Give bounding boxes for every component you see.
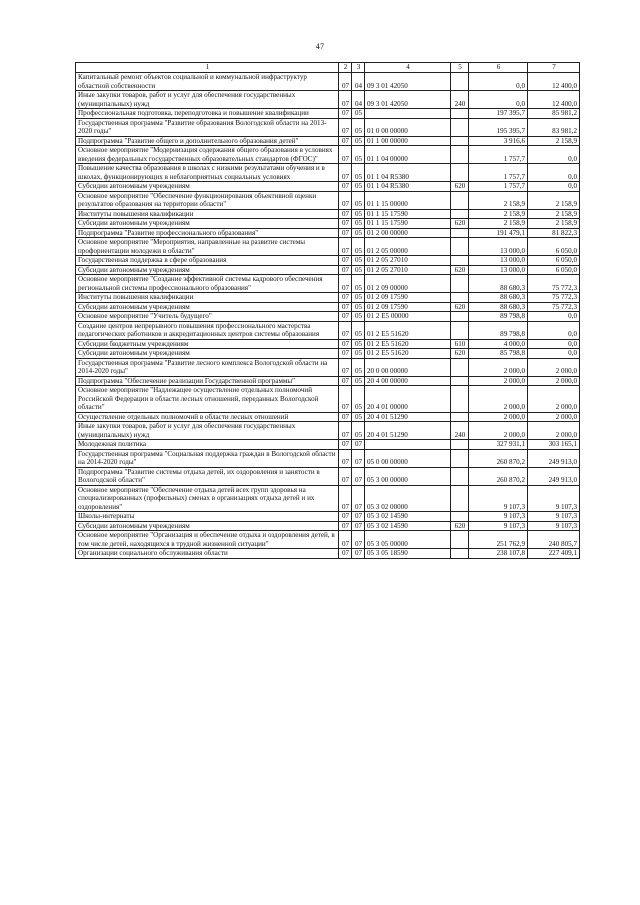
row-amount-1: 1 757,7 (469, 182, 528, 192)
table-row (76, 440, 580, 450)
table-row (76, 376, 580, 386)
table-row (76, 449, 580, 467)
row-expense-type (451, 449, 469, 467)
row-amount-2: 249 913,0 (528, 449, 580, 467)
row-section: 07 (339, 228, 352, 238)
row-target-code: 01 2 05 27010 (365, 265, 451, 275)
row-expense-type (451, 531, 469, 549)
table-row (76, 339, 580, 349)
row-amount-2: 0,0 (528, 339, 580, 349)
row-target-code: 20 4 01 51290 (365, 412, 451, 422)
row-section: 07 (339, 312, 352, 322)
row-amount-2: 0,0 (528, 164, 580, 182)
row-target-code: 05 3 05 18590 (365, 549, 451, 559)
table-row (76, 512, 580, 522)
table-row (76, 302, 580, 312)
row-amount-2: 2 158,9 (528, 191, 580, 209)
row-expense-type (451, 256, 469, 266)
row-expense-type (451, 549, 469, 559)
row-subsection: 07 (352, 485, 365, 512)
row-section: 07 (339, 256, 352, 266)
row-name: Основное мероприятие "Обеспечение функционирования объективной оценки результатов образования на территории области" (76, 191, 339, 209)
row-name: Подпрограмма "Развитие общего и дополнительного образования детей" (76, 136, 339, 146)
row-subsection: 04 (352, 91, 365, 109)
row-subsection: 07 (352, 512, 365, 522)
row-section: 07 (339, 302, 352, 312)
row-amount-2: 12 400,0 (528, 73, 580, 91)
table-row (76, 386, 580, 413)
header-cell: 2 (339, 63, 352, 73)
row-amount-1: 89 798,8 (469, 321, 528, 339)
row-name: Институты повышения квалификации (76, 209, 339, 219)
row-expense-type (451, 312, 469, 322)
row-section: 07 (339, 467, 352, 485)
table-row (76, 182, 580, 192)
row-subsection: 05 (352, 376, 365, 386)
row-expense-type: 620 (451, 182, 469, 192)
row-name: Субсидии автономным учреждениям (76, 219, 339, 229)
row-section: 07 (339, 182, 352, 192)
table-row (76, 118, 580, 136)
row-amount-1: 2 000,0 (469, 358, 528, 376)
row-expense-type: 620 (451, 302, 469, 312)
row-subsection: 07 (352, 449, 365, 467)
row-name: Субсидии автономным учреждениям (76, 521, 339, 531)
table-body (76, 73, 580, 559)
row-amount-1: 13 000,0 (469, 256, 528, 266)
row-section: 07 (339, 265, 352, 275)
row-name: Иные закупки товаров, работ и услуг для обеспечения государственных (муниципальных) нужд (76, 422, 339, 440)
row-subsection: 07 (352, 521, 365, 531)
row-section: 07 (339, 440, 352, 450)
row-target-code: 01 2 00 00000 (365, 228, 451, 238)
row-subsection: 05 (352, 164, 365, 182)
row-section: 07 (339, 549, 352, 559)
header-cell: 6 (469, 63, 528, 73)
row-amount-2: 0,0 (528, 312, 580, 322)
row-subsection: 05 (352, 302, 365, 312)
row-target-code: 09 3 01 42050 (365, 73, 451, 91)
row-expense-type (451, 358, 469, 376)
row-section: 07 (339, 422, 352, 440)
row-target-code: 01 0 00 00000 (365, 118, 451, 136)
row-subsection: 05 (352, 118, 365, 136)
row-section: 07 (339, 109, 352, 119)
row-name: Субсидии автономным учреждениям (76, 182, 339, 192)
table-row (76, 549, 580, 559)
table-row (76, 521, 580, 531)
table-row (76, 312, 580, 322)
header-cell: 4 (365, 63, 451, 73)
row-expense-type (451, 118, 469, 136)
row-name: Организации социального обслуживания области (76, 549, 339, 559)
row-name: Подпрограмма "Развитие профессионального образования" (76, 228, 339, 238)
row-name: Создание центров непрерывного повышения профессионального мастерства педагогических работников и аккредитационных центров системы образования (76, 321, 339, 339)
row-expense-type (451, 228, 469, 238)
row-expense-type (451, 136, 469, 146)
row-target-code: 01 1 00 00000 (365, 136, 451, 146)
row-amount-2: 303 165,1 (528, 440, 580, 450)
row-amount-2: 81 822,3 (528, 228, 580, 238)
row-amount-1: 2 000,0 (469, 386, 528, 413)
row-amount-1: 260 870,2 (469, 449, 528, 467)
row-name: Основное мероприятие "Модернизация содержания общего образования в условиях введения федеральных государственных образовательных стандартов (ФГОС)" (76, 146, 339, 164)
table-row (76, 191, 580, 209)
row-amount-1: 13 000,0 (469, 238, 528, 256)
header-row (76, 63, 580, 73)
row-amount-1: 4 000,0 (469, 339, 528, 349)
row-section: 07 (339, 293, 352, 303)
header-cell: 7 (528, 63, 580, 73)
row-subsection: 05 (352, 312, 365, 322)
row-subsection: 05 (352, 358, 365, 376)
row-subsection: 05 (352, 339, 365, 349)
row-amount-1: 2 000,0 (469, 422, 528, 440)
row-subsection: 05 (352, 146, 365, 164)
row-subsection: 05 (352, 228, 365, 238)
row-subsection: 05 (352, 265, 365, 275)
row-name: Основное мероприятие "Учитель будущего" (76, 312, 339, 322)
table-row (76, 293, 580, 303)
row-subsection: 05 (352, 321, 365, 339)
row-subsection: 04 (352, 73, 365, 91)
row-name: Основное мероприятие "Мероприятия, направленные на развитие системы профориентации молодежи в области" (76, 238, 339, 256)
row-amount-1: 88 680,3 (469, 293, 528, 303)
row-target-code: 01 2 05 27010 (365, 256, 451, 266)
row-subsection: 05 (352, 293, 365, 303)
row-subsection: 07 (352, 467, 365, 485)
row-amount-2: 2 000,0 (528, 386, 580, 413)
row-target-code: 05 3 02 14590 (365, 521, 451, 531)
row-name: Субсидии бюджетным учреждениям (76, 339, 339, 349)
row-amount-1: 260 870,2 (469, 467, 528, 485)
row-name: Молодежная политика (76, 440, 339, 450)
row-amount-2: 227 409,1 (528, 549, 580, 559)
row-expense-type (451, 73, 469, 91)
row-amount-2: 9 107,3 (528, 485, 580, 512)
row-amount-1: 195 395,7 (469, 118, 528, 136)
row-amount-2: 2 000,0 (528, 358, 580, 376)
row-section: 07 (339, 238, 352, 256)
row-amount-1: 191 479,1 (469, 228, 528, 238)
row-name: Подпрограмма "Развитие системы отдыха детей, их оздоровления и занятости в Вологодской области" (76, 467, 339, 485)
row-section: 07 (339, 386, 352, 413)
row-subsection: 05 (352, 219, 365, 229)
row-section: 07 (339, 412, 352, 422)
row-target-code: 01 2 09 17590 (365, 302, 451, 312)
row-amount-1: 1 757,7 (469, 164, 528, 182)
row-name: Субсидии автономным учреждениям (76, 349, 339, 359)
table-row (76, 228, 580, 238)
table-row (76, 109, 580, 119)
row-name: Государственная программа "Развитие образования Вологодской области на 2013-2020 годы" (76, 118, 339, 136)
row-name: Школы-интернаты (76, 512, 339, 522)
row-section: 07 (339, 485, 352, 512)
row-name: Подпрограмма "Обеспечение реализации Государственной программы" (76, 376, 339, 386)
row-section: 07 (339, 118, 352, 136)
row-expense-type: 610 (451, 339, 469, 349)
row-amount-2: 2 000,0 (528, 422, 580, 440)
row-target-code: 01 1 04 00000 (365, 146, 451, 164)
table-row (76, 146, 580, 164)
row-name: Основное мероприятие "Организация и обеспечение отдыха и оздоровления детей, в том числе детей, находящихся в трудной жизненной ситуации" (76, 531, 339, 549)
table-row (76, 358, 580, 376)
row-section: 07 (339, 146, 352, 164)
header-cell: 1 (76, 63, 339, 73)
table-row (76, 209, 580, 219)
row-amount-1: 0,0 (469, 91, 528, 109)
row-section: 07 (339, 321, 352, 339)
row-name: Основное мероприятие "Надлежащее осуществление отдельных полномочий Российской Федерации в области лесных отношений, переданных Вологодской области" (76, 386, 339, 413)
row-amount-2: 6 050,0 (528, 256, 580, 266)
row-amount-1: 13 000,0 (469, 265, 528, 275)
row-amount-1: 9 107,3 (469, 512, 528, 522)
row-amount-1: 3 916,6 (469, 136, 528, 146)
row-expense-type (451, 512, 469, 522)
row-expense-type (451, 467, 469, 485)
row-target-code: 01 2 05 00000 (365, 238, 451, 256)
row-target-code: 05 0 00 00000 (365, 449, 451, 467)
table-row (76, 485, 580, 512)
row-subsection: 05 (352, 182, 365, 192)
row-target-code (365, 109, 451, 119)
row-subsection: 05 (352, 275, 365, 293)
row-target-code: 05 3 02 00000 (365, 485, 451, 512)
row-section: 07 (339, 512, 352, 522)
row-section: 07 (339, 191, 352, 209)
row-amount-1: 85 798,8 (469, 349, 528, 359)
row-amount-2: 2 000,0 (528, 412, 580, 422)
table-row (76, 531, 580, 549)
row-amount-2: 9 107,3 (528, 521, 580, 531)
header-cell: 5 (451, 63, 469, 73)
row-expense-type (451, 412, 469, 422)
table-row (76, 422, 580, 440)
row-amount-2: 0,0 (528, 182, 580, 192)
row-section: 07 (339, 219, 352, 229)
row-expense-type: 240 (451, 91, 469, 109)
row-expense-type: 240 (451, 422, 469, 440)
row-target-code: 01 1 15 00000 (365, 191, 451, 209)
row-section: 07 (339, 349, 352, 359)
row-name: Государственная программа "Социальная поддержка граждан в Вологодской области на 2014-2020 годы" (76, 449, 339, 467)
table-row (76, 275, 580, 293)
row-subsection: 05 (352, 109, 365, 119)
row-subsection: 05 (352, 238, 365, 256)
row-amount-2: 2 158,9 (528, 219, 580, 229)
row-section: 07 (339, 339, 352, 349)
row-name: Государственная программа "Развитие лесного комплекса Вологодской области на 2014-2020 годы" (76, 358, 339, 376)
row-section: 07 (339, 275, 352, 293)
row-amount-1: 2 158,9 (469, 209, 528, 219)
row-target-code: 01 2 E5 00000 (365, 312, 451, 322)
row-section: 07 (339, 521, 352, 531)
row-name: Основное мероприятие "Создание эффективной системы кадрового обеспечения региональной системы профессионального образования" (76, 275, 339, 293)
row-amount-2: 2 158,9 (528, 209, 580, 219)
row-target-code: 01 2 09 00000 (365, 275, 451, 293)
row-subsection: 05 (352, 191, 365, 209)
row-name: Государственная поддержка в сфере образования (76, 256, 339, 266)
row-target-code (365, 440, 451, 450)
row-expense-type (451, 293, 469, 303)
row-amount-2: 240 805,7 (528, 531, 580, 549)
row-amount-2: 83 981,2 (528, 118, 580, 136)
table-row (76, 349, 580, 359)
row-amount-1: 88 680,3 (469, 302, 528, 312)
row-target-code: 05 3 00 00000 (365, 467, 451, 485)
row-target-code: 20 4 00 00000 (365, 376, 451, 386)
row-expense-type: 620 (451, 219, 469, 229)
row-amount-2: 12 400,0 (528, 91, 580, 109)
row-subsection: 07 (352, 440, 365, 450)
row-subsection: 07 (352, 531, 365, 549)
row-section: 07 (339, 531, 352, 549)
row-section: 07 (339, 449, 352, 467)
row-amount-1: 2 158,9 (469, 191, 528, 209)
row-amount-1: 9 107,3 (469, 485, 528, 512)
row-amount-2: 2 158,9 (528, 136, 580, 146)
row-name: Институты повышения квалификации (76, 293, 339, 303)
row-amount-2: 2 000,0 (528, 376, 580, 386)
row-amount-2: 85 981,2 (528, 109, 580, 119)
row-amount-2: 0,0 (528, 349, 580, 359)
row-name: Повышение качества образования в школах с низкими результатами обучения и в школах, функционирующих в неблагоприятных социальных условиях (76, 164, 339, 182)
row-target-code: 09 3 01 42050 (365, 91, 451, 109)
row-target-code: 01 2 E5 51620 (365, 321, 451, 339)
row-target-code: 20 4 01 00000 (365, 386, 451, 413)
row-expense-type: 620 (451, 265, 469, 275)
row-amount-2: 75 772,3 (528, 302, 580, 312)
row-target-code: 20 4 01 51290 (365, 422, 451, 440)
row-target-code: 01 2 09 17590 (365, 293, 451, 303)
row-amount-1: 0,0 (469, 73, 528, 91)
row-name: Капитальный ремонт объектов социальной и коммунальной инфраструктур областной собственности (76, 73, 339, 91)
row-expense-type (451, 386, 469, 413)
table-row (76, 91, 580, 109)
row-amount-2: 249 913,0 (528, 467, 580, 485)
row-target-code: 01 1 15 17590 (365, 219, 451, 229)
row-subsection: 05 (352, 256, 365, 266)
row-name: Осуществление отдельных полномочий в области лесных отношений (76, 412, 339, 422)
row-amount-1: 89 798,8 (469, 312, 528, 322)
row-subsection: 05 (352, 386, 365, 413)
row-expense-type: 620 (451, 521, 469, 531)
row-subsection: 05 (352, 136, 365, 146)
table-row (76, 321, 580, 339)
row-expense-type (451, 321, 469, 339)
row-amount-2: 0,0 (528, 321, 580, 339)
row-target-code: 01 2 E5 51620 (365, 349, 451, 359)
row-expense-type (451, 238, 469, 256)
row-expense-type: 620 (451, 349, 469, 359)
table-row (76, 238, 580, 256)
row-amount-1: 2 158,9 (469, 219, 528, 229)
row-section: 07 (339, 358, 352, 376)
table-row (76, 164, 580, 182)
row-amount-1: 88 680,3 (469, 275, 528, 293)
row-section: 07 (339, 73, 352, 91)
row-section: 07 (339, 164, 352, 182)
table-row (76, 467, 580, 485)
row-subsection: 07 (352, 549, 365, 559)
table-row (76, 256, 580, 266)
row-expense-type (451, 109, 469, 119)
row-section: 07 (339, 136, 352, 146)
row-target-code: 01 1 04 R5380 (365, 182, 451, 192)
row-target-code: 05 3 02 14590 (365, 512, 451, 522)
row-amount-2: 6 050,0 (528, 265, 580, 275)
row-amount-1: 197 395,7 (469, 109, 528, 119)
row-subsection: 05 (352, 349, 365, 359)
table-row (76, 219, 580, 229)
row-section: 07 (339, 91, 352, 109)
row-name: Основное мероприятие "Обеспечение отдыха детей всех групп здоровья на специализированных (профильных) сменах в организациях отдыха детей и их оздоровления" (76, 485, 339, 512)
row-expense-type (451, 376, 469, 386)
row-target-code: 01 1 15 17590 (365, 209, 451, 219)
row-expense-type (451, 191, 469, 209)
page-number: 47 (315, 42, 325, 51)
row-name: Субсидии автономным учреждениям (76, 302, 339, 312)
row-amount-1: 238 107,8 (469, 549, 528, 559)
row-expense-type (451, 146, 469, 164)
row-target-code: 20 0 00 00000 (365, 358, 451, 376)
row-expense-type (451, 209, 469, 219)
row-amount-2: 9 107,3 (528, 512, 580, 522)
row-section: 07 (339, 209, 352, 219)
row-amount-2: 6 050,0 (528, 238, 580, 256)
row-expense-type (451, 485, 469, 512)
row-subsection: 05 (352, 412, 365, 422)
row-target-code: 01 2 E5 51620 (365, 339, 451, 349)
row-amount-1: 2 000,0 (469, 412, 528, 422)
row-expense-type (451, 440, 469, 450)
row-amount-1: 1 757,7 (469, 146, 528, 164)
row-name: Субсидии автономным учреждениям (76, 265, 339, 275)
row-subsection: 05 (352, 209, 365, 219)
row-target-code: 05 3 05 00000 (365, 531, 451, 549)
table-row (76, 136, 580, 146)
row-expense-type (451, 275, 469, 293)
row-name: Иные закупки товаров, работ и услуг для обеспечения государственных (муниципальных) нужд (76, 91, 339, 109)
header-cell: 3 (352, 63, 365, 73)
budget-table (75, 62, 580, 559)
row-amount-2: 0,0 (528, 146, 580, 164)
row-subsection: 05 (352, 422, 365, 440)
row-amount-1: 9 107,3 (469, 521, 528, 531)
row-section: 07 (339, 376, 352, 386)
row-target-code: 01 1 04 R5380 (365, 164, 451, 182)
row-amount-1: 251 762,9 (469, 531, 528, 549)
table-row (76, 73, 580, 91)
table-row (76, 265, 580, 275)
row-amount-1: 327 931,1 (469, 440, 528, 450)
row-amount-1: 2 000,0 (469, 376, 528, 386)
table-row (76, 412, 580, 422)
row-expense-type (451, 164, 469, 182)
row-amount-2: 75 772,3 (528, 275, 580, 293)
row-amount-2: 75 772,3 (528, 293, 580, 303)
row-name: Профессиональная подготовка, переподготовка и повышение квалификации (76, 109, 339, 119)
